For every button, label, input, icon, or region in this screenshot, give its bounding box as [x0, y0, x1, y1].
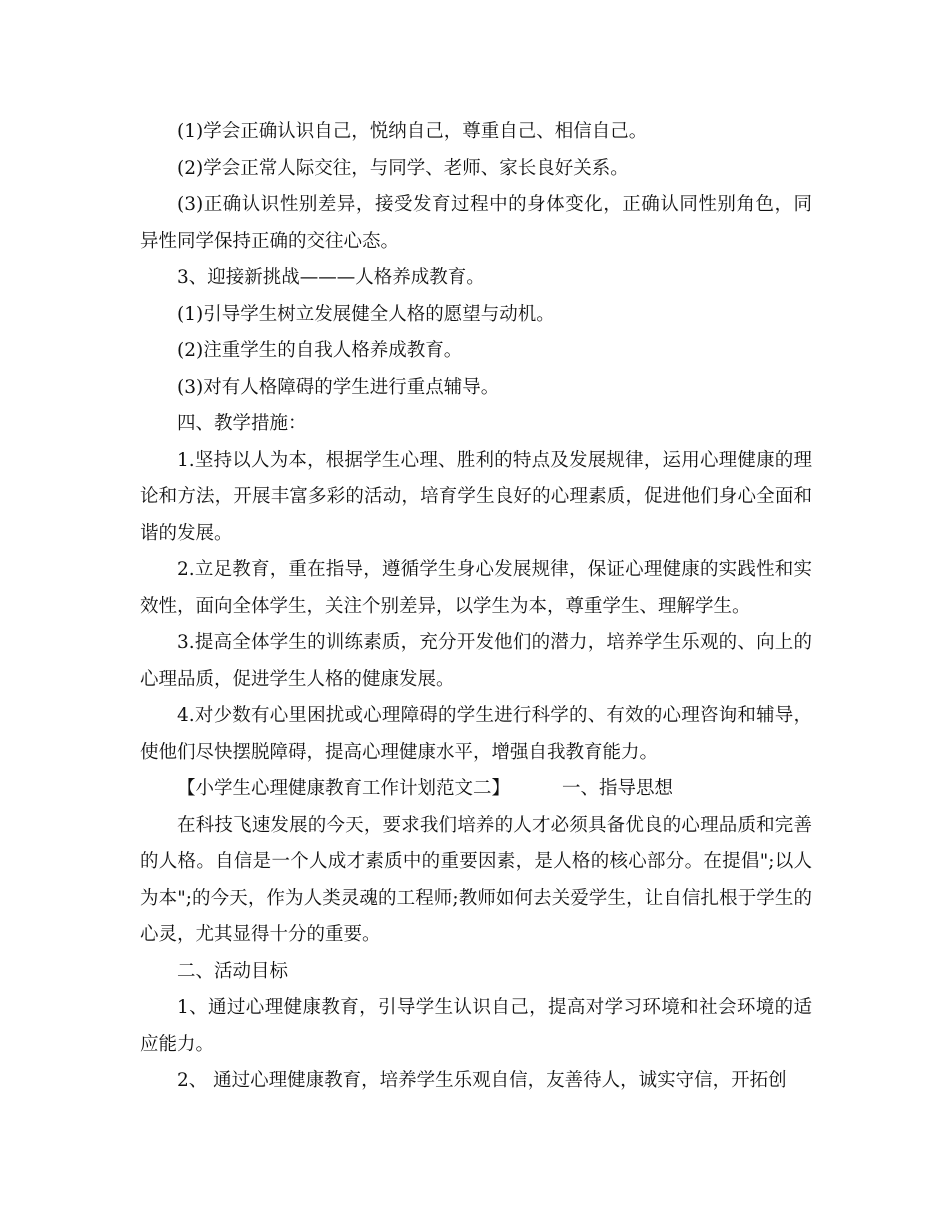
- section-heading: [140, 771, 812, 808]
- paragraph: (2)学会正常人际交往，与同学、老师、家长良好关系。: [177, 157, 629, 179]
- paragraph: (2)注重学生的自我人格养成教育。: [177, 340, 463, 361]
- paragraph: 2.立足教育，重在指导，遵循学生身心发展规律，保证心理健康的实践性和实效性，面向全体学生，关注个别差异，以学生为本，尊重学生、理解学生。: [140, 559, 812, 617]
- paragraph: 3.提高全体学生的训练素质，充分开发他们的潜力，培养学生乐观的、向上的心理品质，促进学生人格的健康发展。: [140, 632, 812, 690]
- section-heading-teaching-measures: 四、教学措施：: [177, 413, 307, 434]
- paragraph: (1)学会正确认识自己，悦纳自己，尊重自己、相信自己。: [177, 121, 648, 142]
- paragraph: (1)引导学生树立发展健全人格的愿望与动机。: [177, 303, 555, 325]
- paragraph: 1.坚持以人为本，根据学生心理、胜利的特点及发展规律，运用心理健康的理论和方法，开展丰富多彩的活动，培育学生良好的心理素质，促进他们身心全面和谐的发展。: [140, 449, 812, 544]
- paragraph: (3)正确认识性别差异，接受发育过程中的身体变化，正确认同性别角色，同异性同学保持正确的交往心态。: [140, 194, 812, 252]
- paragraph: 4.对少数有心里困扰或心理障碍的学生进行科学的、有效的心理咨询和辅导，使他们尽快摆脱障碍，提高心理健康水平，增强自我教育能力。: [140, 705, 812, 763]
- paragraph: 2、 通过心理健康教育，培养学生乐观自信，友善待人，诚实守信，开拓创: [177, 1070, 787, 1091]
- section-title: 【小学生心理健康教育工作计划范文二】: [177, 778, 511, 799]
- paragraph: 在科技飞速发展的今天，要求我们培养的人才必须具备优良的心理品质和完善的人格。自信是一个人成才素质中的重要因素，是人格的核心部分。在提倡";以人为本";的今天，作为人类灵魂的工程师;教师如何去关爱学生，让自信扎根于学生的心灵，尤其显得十分的重要。: [140, 814, 812, 945]
- section-heading-activity-goals: 二、活动目标: [177, 960, 289, 982]
- paragraph: 1、通过心理健康教育，引导学生认识自己，提高对学习环境和社会环境的适应能力。: [140, 997, 812, 1055]
- document-body: [140, 114, 812, 1100]
- section-subtitle: 一、指导思想: [562, 778, 674, 799]
- paragraph: 3、迎接新挑战———人格养成教育。: [177, 267, 485, 288]
- paragraph: (3)对有人格障碍的学生进行重点辅导。: [177, 376, 500, 398]
